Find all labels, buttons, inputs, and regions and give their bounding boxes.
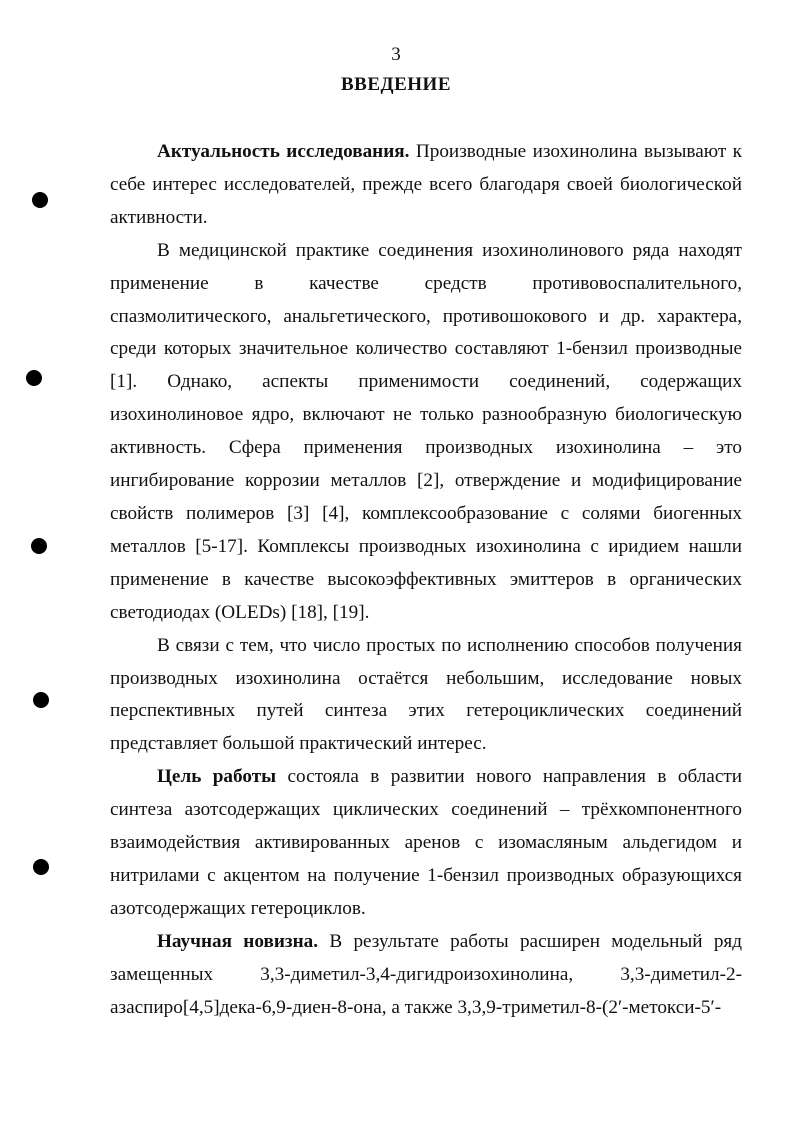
binding-hole-mark: [33, 859, 49, 875]
paragraph-novelty: [110, 926, 742, 1025]
paragraph-text: В медицинской практике соединения изохинолинового ряда находят применение в качестве средств противовоспалительного, спазмолитического, анальгетического, противошокового и др. характера, среди которых значительное количество составляют 1-бензил производные [1]. Однако, аспекты применимости соединений, содержащих изохинолиновое ядро, включают не только разнообразную биологическую активность. Сфера применения производных изохинолина – это ингибирование коррозии металлов [2], отверждение и модифицирование свойств полимеров [3] [4], комплексообразование с солями биогенных металлов [5-17]. Комплексы производных изохинолина с иридием нашли применение в качестве высокоэффективных эмиттеров в органических светодиодах (OLEDs) [18], [19].: [110, 239, 742, 623]
paragraph-lead: Научная новизна.: [157, 930, 319, 952]
page-number: 3: [391, 44, 401, 65]
paragraph-text: В результате работы расширен модельный ряд замещенных 3,3-диметил-3,4-дигидроизохинолина, 3,3-диметил-2-азаспиро[4,5]дека-6,9-диен-8-она, а также 3,3,9-триметил-8-(2′-метокси-5′-: [110, 930, 743, 1018]
body-text: [110, 136, 742, 1024]
paragraph-applications: [110, 235, 742, 630]
binding-hole-mark: [31, 538, 47, 554]
binding-hole-mark: [32, 192, 48, 208]
paragraph-goal: [110, 761, 742, 926]
paragraph-text: Производные изохинолина вызывают к себе интерес исследователей, прежде всего благодаря своей биологической активности.: [110, 141, 742, 228]
paragraph-relevance: [110, 136, 742, 235]
paragraph-lead: Цель работы: [157, 766, 277, 788]
binding-hole-mark: [26, 370, 42, 386]
paragraph-lead: Актуальность исследования.: [157, 141, 410, 162]
paragraph-text: В связи с тем, что число простых по исполнению способов получения производных изохинолина остаётся небольшим, исследование новых перспективных путей синтеза этих гетероциклических соединений представляет большой практический интерес.: [110, 634, 742, 755]
paragraph-synthesis: [110, 630, 742, 762]
paragraph-text: состояла в развитии нового направления в области синтеза азотсодержащих циклических соединений – трёхкомпонентного взаимодействия активированных аренов с изомасляным альдегидом и нитрилами с акцентом на получение 1-бензил производных образующихся азотсодержащих гетероциклов.: [110, 766, 742, 919]
page-heading: ВВЕДЕНИЕ: [341, 74, 451, 95]
binding-hole-mark: [33, 692, 49, 708]
